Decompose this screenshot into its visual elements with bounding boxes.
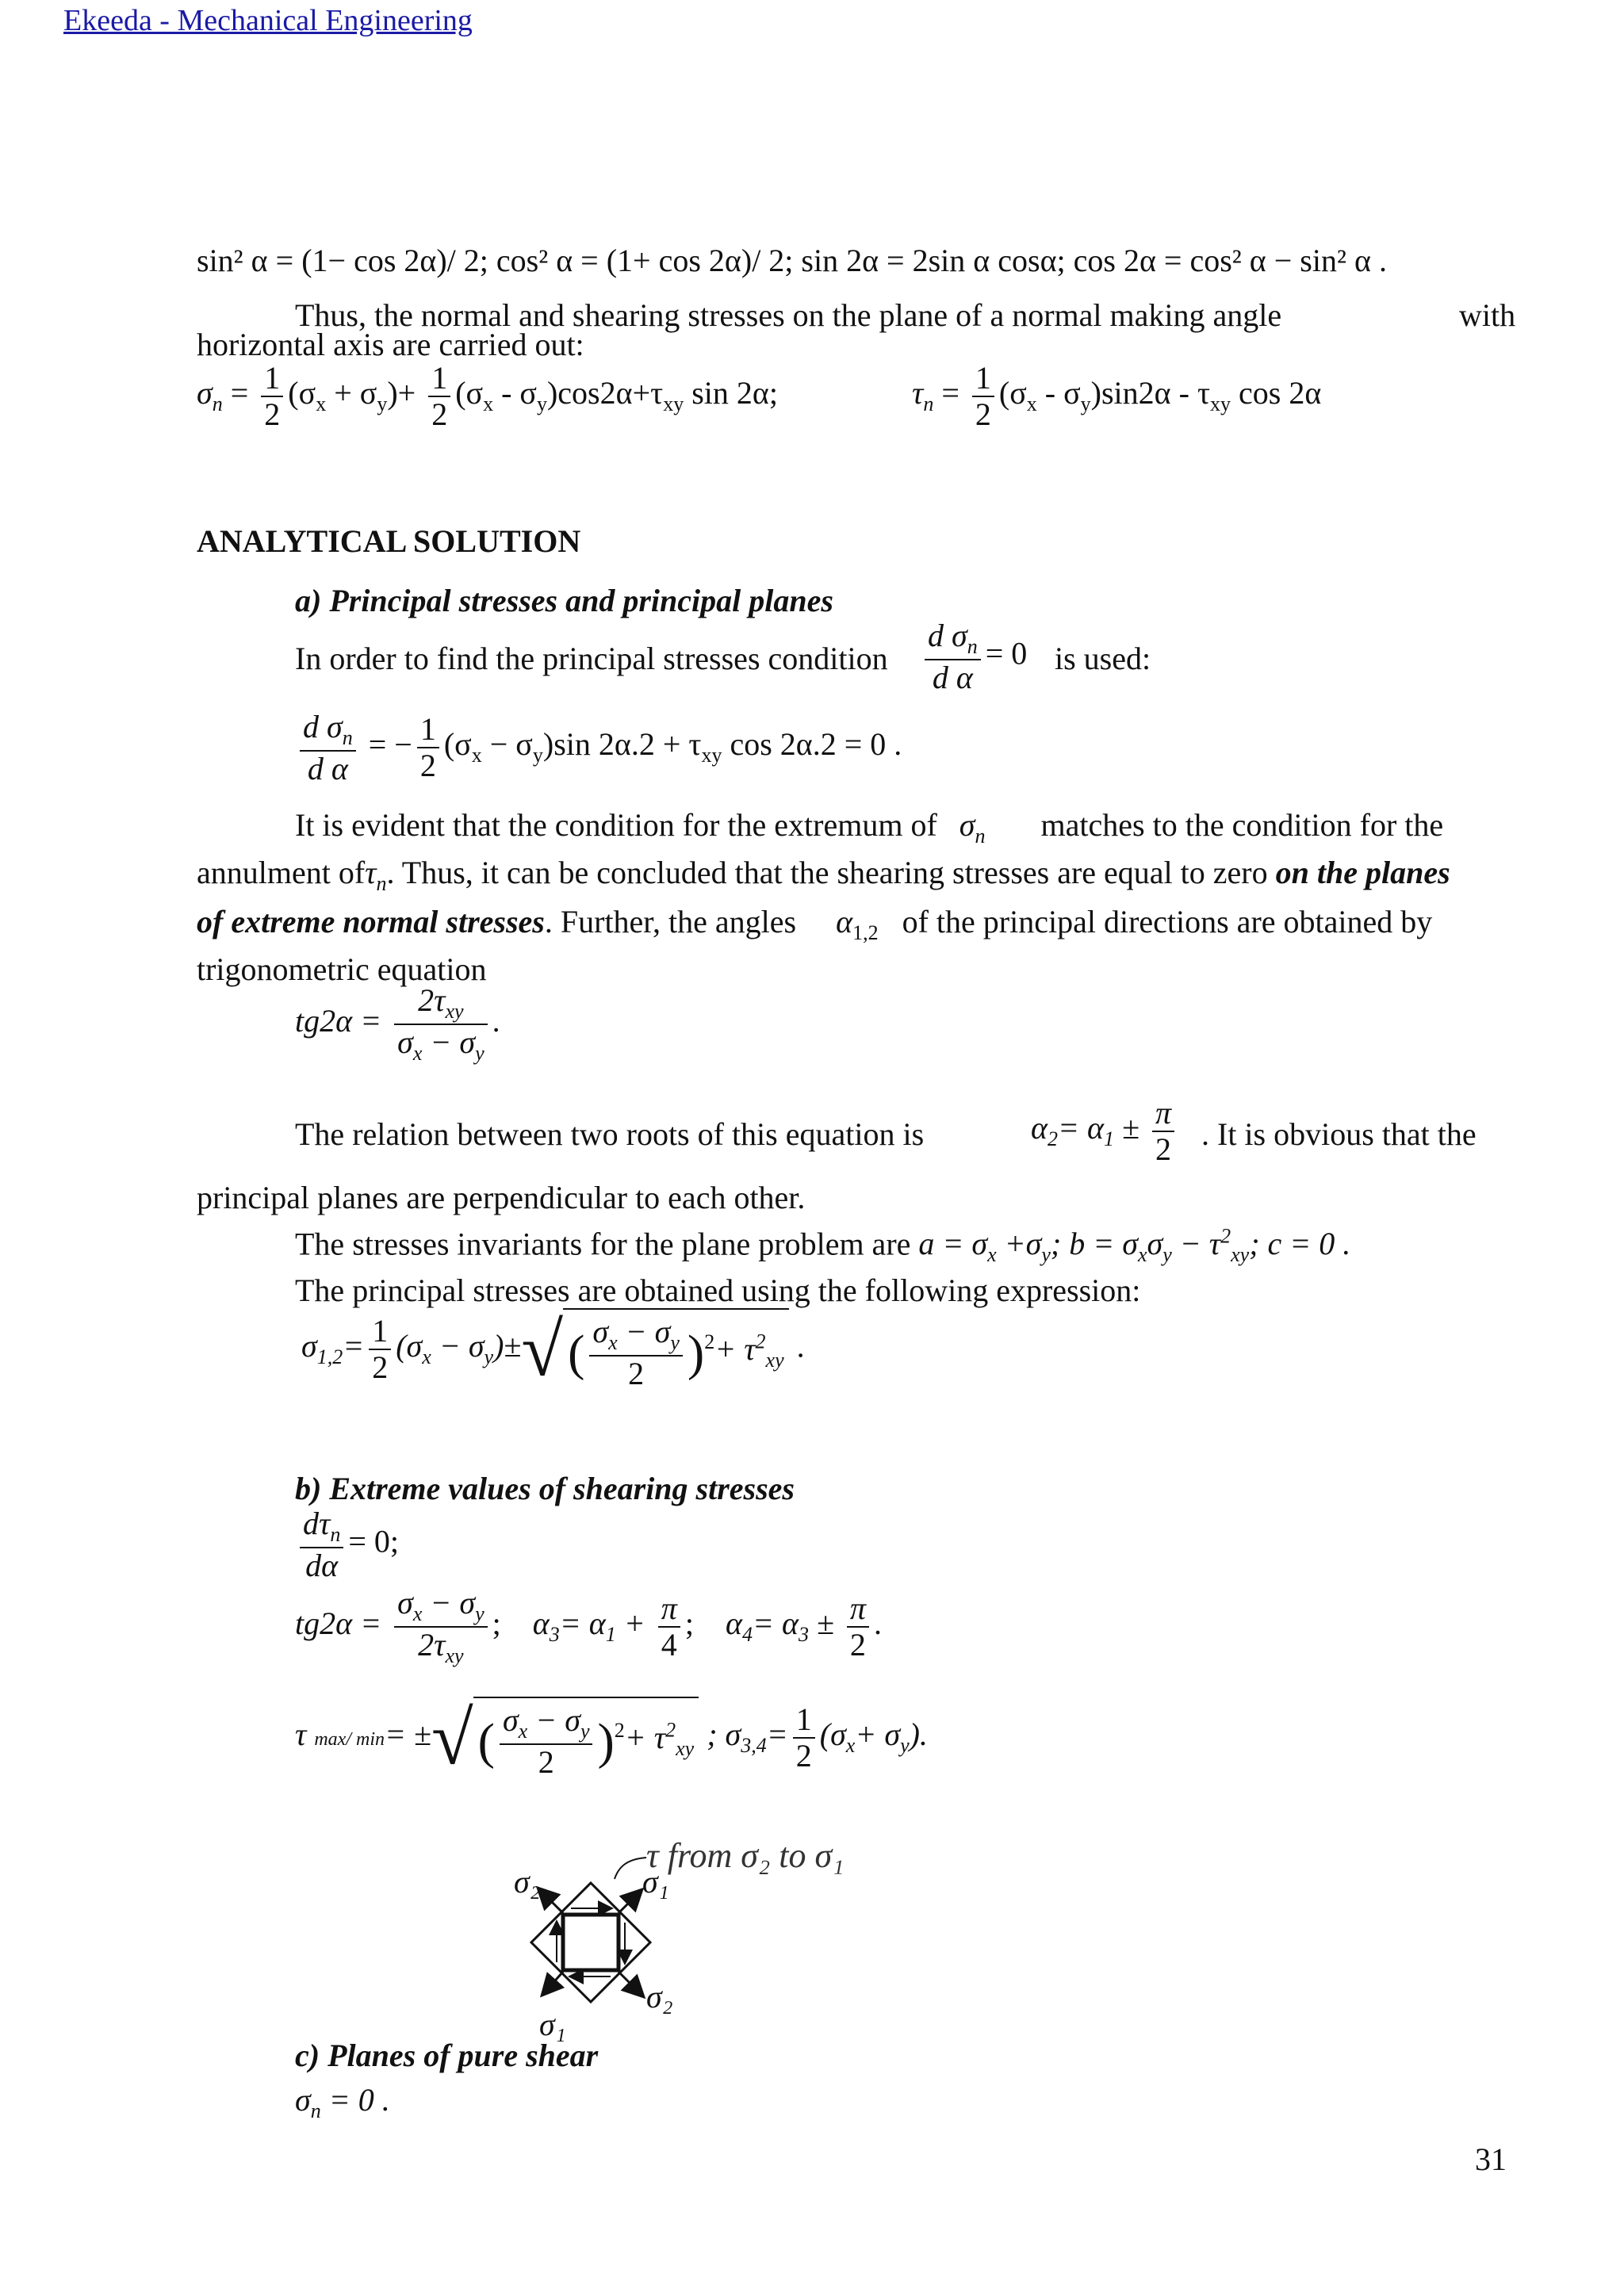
derivative-equation: $\frac{d \sigma_n}{\text{d α}}$ = − $\frac{1}{2}$ $(\sigma_x - \sigma_y)\sin$ $2\alpha.2 + \tau_{xy}$ cos 2α.2 = 0 .	[295, 710, 902, 786]
para2-line2: annulment ofτ$_n$. Thus, it can be concluded that the shearing stresses are equal to zero on the planes	[197, 855, 1450, 895]
para3-line1: The relation between two roots of this equation is	[295, 1116, 925, 1152]
sigma1-arrow-top	[619, 1891, 641, 1913]
condition-used: is used:	[1055, 641, 1151, 676]
condition-fraction: $\frac{d \sigma_n}{\text{d α}}$ = 0	[920, 618, 1027, 695]
subsection-a-title: a) Principal stresses and principal planes	[295, 583, 833, 618]
sigma1-arrow-bottom	[543, 1972, 563, 1994]
stress-element-figure	[508, 1835, 920, 2049]
inner-square	[563, 1915, 619, 1970]
para2-line4: trigonometric equation	[197, 951, 487, 987]
principal-text: The principal stresses are obtained using the following expression:	[295, 1272, 1141, 1308]
para2-line3: of extreme normal stresses. Further, the angles $\alpha_{1,2}$ of the principal directions are obtained by	[197, 904, 1433, 944]
page-number: 31	[1475, 2141, 1507, 2177]
label-sigma2-right: σ₂	[646, 1979, 673, 2015]
sigma12-equation: $\sigma_{1,2}=$ $\frac{1}{2}$ $(\sigma_x - \sigma_y)\pm√$( $\frac{\sigma_x - \sigma_y}{2}$ )$^2+ \tau^2_{xy}$ .	[301, 1307, 805, 1392]
caption-leader-line	[615, 1858, 646, 1879]
tau-n-equation: $\tau_n$ = $\frac{1}{2}$ $(\sigma_x - \sigma_y)\sin 2\alpha - \tau_{xy}$ cos 2α	[912, 360, 1322, 432]
label-sigma1-bottom: σ₁	[539, 2007, 566, 2042]
sigma-n-term1: $(\sigma_x + \sigma_y)+$	[288, 375, 416, 416]
tg2-equation: tg2α = $\frac{\sigma_x - \sigma_y}{2\tau_{xy}}$ ; $\alpha_3= \alpha_1$ + $\frac{\pi}{4}$ ; $\alpha_4= \alpha_3$ ± $\frac{\pi}{2}$ .	[295, 1585, 882, 1667]
pure-shear-equation: $\sigma_n = 0$ .	[295, 2082, 390, 2122]
derivative-rhs: $(\sigma_x - \sigma_y)\sin$ $2\alpha.2 + \tau_{xy}$ cos 2α.2 = 0 .	[443, 726, 902, 767]
tau-n-term: $(\sigma_x - \sigma_y)\sin 2\alpha - \tau_{xy}$ cos 2α	[998, 375, 1322, 416]
stress-element-diagram	[508, 1835, 920, 2049]
label-sigma1-top: σ₁	[642, 1864, 669, 1900]
sigma-n-term2: $(\sigma_x - \sigma_y)\cos 2\alpha+\tau_{xy}$ sin 2α;	[455, 375, 778, 416]
sigma-n-equation: $\sigma_n$ = $\frac{1}{2}$ $(\sigma_x + \sigma_y)+$ $\frac{1}{2}$ $(\sigma_x - \sigma_y)\cos 2\alpha+\tau_{xy}$ sin 2α;	[197, 360, 778, 432]
subsection-b-title: b) Extreme values of shearing stresses	[295, 1471, 795, 1506]
taumax-equation: τ max/ min= ±√( $\frac{\sigma_x - \sigma_y}{2}$ )$^2+ \tau^2_{xy}$ ; $\sigma_{3,4}=$ $\frac{1}{2}$ $(\sigma_x+ \sigma_y)$.	[295, 1695, 928, 1781]
para3-line2: principal planes are perpendicular to each other.	[197, 1180, 806, 1215]
para3-tail: . It is obvious that the	[1201, 1116, 1477, 1152]
header-link[interactable]: Ekeeda - Mechanical Engineering	[63, 4, 473, 37]
trig-identities: sin² α = (1− cos 2α)/ 2; cos² α = (1+ cos 2α)/ 2; sin 2α = 2sin α cosα; cos 2α = cos² α − sin² α .	[197, 243, 1387, 278]
invariants-line: The stresses invariants for the plane problem are $a = \sigma_x +\sigma_y$; $b = \sigma_x\sigma_y - \tau^2_{xy}$; c = 0 .	[295, 1225, 1351, 1267]
dtau-equation: $\frac{d\tau_n}{d\alpha}$ = 0;	[295, 1506, 399, 1583]
alpha2-equation: $\alpha_2= \alpha_1$ ± $\frac{\pi}{2}$	[1031, 1096, 1179, 1167]
section-title: ANALYTICAL SOLUTION	[197, 523, 581, 559]
tg-equation: tg2α = $\frac{2\tau_{xy}}{\sigma_x - \sigma_y}$ .	[295, 982, 500, 1065]
figure-caption: τ from σ₂ to σ₁	[646, 1836, 845, 1875]
condition-text: In order to find the principal stresses condition	[295, 641, 888, 676]
invariants-equation: $a = \sigma_x +\sigma_y$; $b = \sigma_x\sigma_y - \tau^2_{xy}$; c = 0 .	[918, 1225, 1351, 1267]
para1-with: with	[1459, 297, 1516, 333]
para1-line1: Thus, the normal and shearing stresses on the plane of a normal making angle	[295, 297, 1282, 333]
para2-line1: It is evident that the condition for the extremum of $\sigma_n$ matches to the condition for the	[295, 807, 1444, 848]
label-sigma2-top: σ₂	[514, 1864, 541, 1900]
sigma2-arrow-right	[619, 1972, 642, 1996]
para1-line2: horizontal axis are carried out:	[197, 327, 584, 362]
sigma2-arrow-top	[539, 1889, 563, 1913]
subsection-c-title: c) Planes of pure shear	[295, 2038, 599, 2073]
